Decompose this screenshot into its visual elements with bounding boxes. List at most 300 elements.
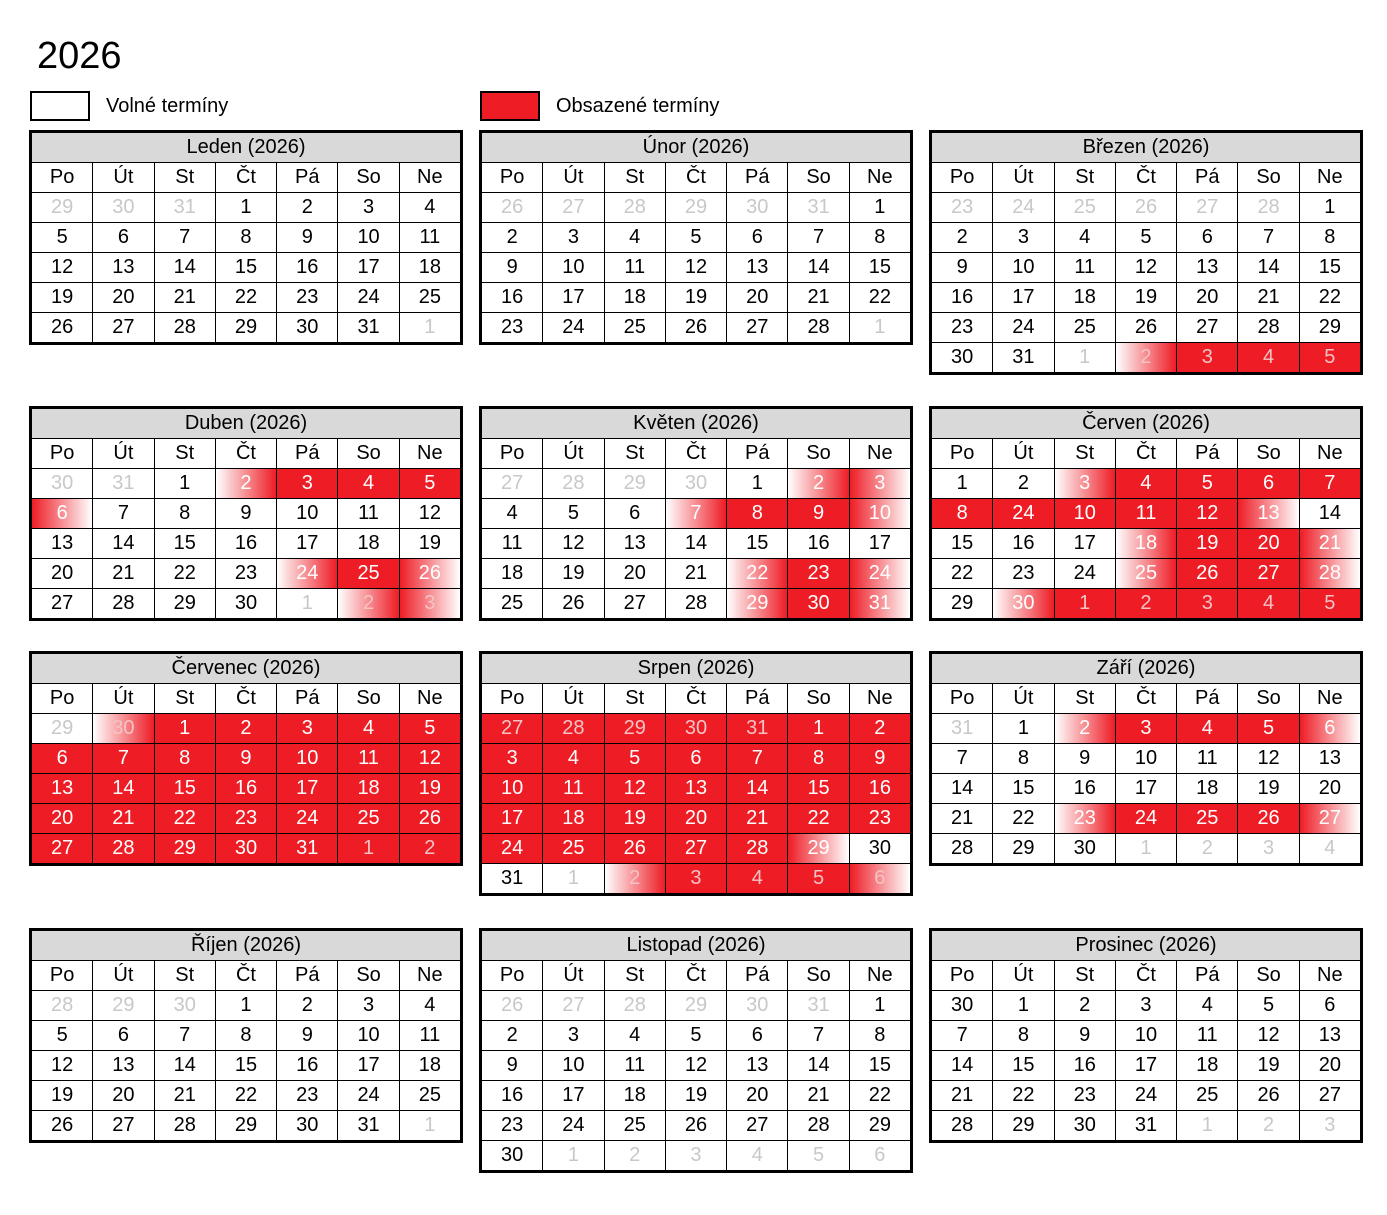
month-calendar [929, 928, 1363, 1143]
weekday-header: Út [993, 961, 1053, 990]
weekday-header: Po [482, 439, 542, 468]
day-cell: 26 [482, 991, 542, 1020]
day-cell: 28 [788, 313, 848, 342]
day-cell: 13 [1238, 499, 1298, 528]
day-cell: 24 [277, 804, 337, 833]
day-cell: 28 [32, 991, 92, 1020]
day-cell: 17 [338, 253, 398, 282]
day-cell: 21 [727, 804, 787, 833]
day-cell: 19 [1238, 1051, 1298, 1080]
day-cell: 23 [216, 559, 276, 588]
day-cell: 16 [277, 253, 337, 282]
day-cell: 15 [1300, 253, 1360, 282]
day-cell: 23 [216, 804, 276, 833]
day-cell: 28 [605, 193, 665, 222]
day-cell: 23 [788, 559, 848, 588]
day-cell: 15 [216, 1051, 276, 1080]
day-cell: 1 [850, 991, 910, 1020]
day-cell: 22 [155, 559, 215, 588]
month-title: Říjen (2026) [32, 931, 460, 960]
day-cell: 4 [482, 499, 542, 528]
day-cell: 17 [1116, 1051, 1176, 1080]
weekday-header: Po [932, 439, 992, 468]
month-calendar [479, 651, 913, 896]
weekday-header: Pá [1177, 439, 1237, 468]
day-cell: 28 [1238, 313, 1298, 342]
day-cell: 25 [605, 1111, 665, 1140]
day-cell: 5 [1177, 469, 1237, 498]
weekday-header: Pá [1177, 684, 1237, 713]
day-cell: 16 [482, 283, 542, 312]
day-cell: 11 [1177, 1021, 1237, 1050]
month-calendar [479, 130, 913, 345]
month-grid [32, 931, 460, 1140]
day-cell: 24 [482, 834, 542, 863]
weekday-header: Pá [277, 684, 337, 713]
day-cell: 24 [543, 1111, 603, 1140]
day-cell: 29 [605, 714, 665, 743]
day-cell: 22 [850, 283, 910, 312]
day-cell: 27 [1300, 1081, 1360, 1110]
day-cell: 23 [277, 1081, 337, 1110]
day-cell: 12 [32, 253, 92, 282]
day-cell: 10 [277, 744, 337, 773]
day-cell: 15 [993, 1051, 1053, 1080]
weekday-header: So [338, 684, 398, 713]
day-cell: 3 [338, 193, 398, 222]
weekday-header: Čt [1116, 684, 1176, 713]
weekday-header: Čt [216, 684, 276, 713]
day-cell: 12 [666, 1051, 726, 1080]
day-cell: 14 [666, 529, 726, 558]
day-cell: 9 [216, 499, 276, 528]
day-cell: 22 [932, 559, 992, 588]
weekday-header: Pá [277, 163, 337, 192]
day-cell: 7 [932, 1021, 992, 1050]
weekday-header: Čt [216, 163, 276, 192]
day-cell: 21 [932, 804, 992, 833]
day-cell: 30 [932, 343, 992, 372]
day-cell: 27 [32, 834, 92, 863]
day-cell: 8 [932, 499, 992, 528]
legend-free-swatch [30, 91, 90, 121]
day-cell: 16 [850, 774, 910, 803]
weekday-header: So [338, 163, 398, 192]
day-cell: 7 [155, 1021, 215, 1050]
day-cell: 28 [543, 469, 603, 498]
day-cell: 6 [727, 1021, 787, 1050]
day-cell: 6 [93, 1021, 153, 1050]
day-cell: 27 [32, 589, 92, 618]
day-cell: 13 [727, 1051, 787, 1080]
day-cell: 27 [727, 1111, 787, 1140]
day-cell: 26 [32, 313, 92, 342]
day-cell: 2 [482, 1021, 542, 1050]
day-cell: 29 [666, 193, 726, 222]
day-cell: 24 [1116, 804, 1176, 833]
weekday-header: St [1055, 439, 1115, 468]
weekday-header: Čt [666, 163, 726, 192]
day-cell: 2 [216, 469, 276, 498]
day-cell: 20 [1300, 774, 1360, 803]
day-cell: 14 [93, 529, 153, 558]
day-cell: 31 [788, 193, 848, 222]
day-cell: 15 [850, 1051, 910, 1080]
day-cell: 29 [605, 469, 665, 498]
day-cell: 3 [1055, 469, 1115, 498]
day-cell: 25 [482, 589, 542, 618]
weekday-header: So [788, 163, 848, 192]
day-cell: 19 [543, 559, 603, 588]
day-cell: 29 [666, 991, 726, 1020]
day-cell: 27 [1300, 804, 1360, 833]
month-grid [932, 654, 1360, 863]
day-cell: 28 [1300, 559, 1360, 588]
day-cell: 30 [155, 991, 215, 1020]
day-cell: 1 [543, 864, 603, 893]
day-cell: 25 [1116, 559, 1176, 588]
day-cell: 30 [277, 1111, 337, 1140]
day-cell: 2 [1055, 991, 1115, 1020]
day-cell: 16 [277, 1051, 337, 1080]
day-cell: 31 [850, 589, 910, 618]
day-cell: 26 [666, 1111, 726, 1140]
day-cell: 1 [338, 834, 398, 863]
day-cell: 4 [605, 223, 665, 252]
day-cell: 9 [1055, 744, 1115, 773]
day-cell: 31 [788, 991, 848, 1020]
day-cell: 10 [993, 253, 1053, 282]
month-title: Duben (2026) [32, 409, 460, 438]
day-cell: 20 [32, 559, 92, 588]
day-cell: 3 [1300, 1111, 1360, 1140]
day-cell: 6 [1300, 991, 1360, 1020]
day-cell: 8 [216, 223, 276, 252]
day-cell: 18 [1116, 529, 1176, 558]
weekday-header: St [1055, 684, 1115, 713]
weekday-header: Čt [216, 439, 276, 468]
day-cell: 28 [93, 589, 153, 618]
day-cell: 12 [666, 253, 726, 282]
day-cell: 25 [605, 313, 665, 342]
day-cell: 30 [277, 313, 337, 342]
day-cell: 2 [1238, 1111, 1298, 1140]
day-cell: 19 [32, 1081, 92, 1110]
weekday-header: Út [543, 961, 603, 990]
day-cell: 30 [666, 714, 726, 743]
month-calendar [29, 651, 463, 866]
day-cell: 4 [543, 744, 603, 773]
day-cell: 25 [400, 1081, 460, 1110]
day-cell: 17 [338, 1051, 398, 1080]
day-cell: 31 [155, 193, 215, 222]
day-cell: 20 [93, 1081, 153, 1110]
day-cell: 12 [1238, 744, 1298, 773]
day-cell: 14 [93, 774, 153, 803]
day-cell: 27 [1177, 313, 1237, 342]
day-cell: 13 [32, 529, 92, 558]
day-cell: 2 [338, 589, 398, 618]
day-cell: 1 [993, 991, 1053, 1020]
month-title: Únor (2026) [482, 133, 910, 162]
day-cell: 23 [482, 1111, 542, 1140]
day-cell: 15 [788, 774, 848, 803]
month-grid [32, 133, 460, 342]
month-calendar [29, 130, 463, 345]
day-cell: 31 [338, 1111, 398, 1140]
weekday-header: Ne [850, 439, 910, 468]
weekday-header: Pá [727, 961, 787, 990]
day-cell: 15 [932, 529, 992, 558]
day-cell: 18 [1177, 774, 1237, 803]
day-cell: 22 [216, 283, 276, 312]
day-cell: 31 [993, 343, 1053, 372]
day-cell: 25 [338, 804, 398, 833]
day-cell: 30 [216, 834, 276, 863]
weekday-header: So [1238, 163, 1298, 192]
day-cell: 1 [993, 714, 1053, 743]
day-cell: 3 [543, 1021, 603, 1050]
day-cell: 7 [932, 744, 992, 773]
month-calendar [929, 130, 1363, 375]
day-cell: 14 [932, 1051, 992, 1080]
day-cell: 15 [850, 253, 910, 282]
day-cell: 23 [850, 804, 910, 833]
weekday-header: Pá [727, 163, 787, 192]
day-cell: 4 [1177, 714, 1237, 743]
weekday-header: Ne [1300, 961, 1360, 990]
day-cell: 1 [1055, 589, 1115, 618]
weekday-header: Po [932, 961, 992, 990]
day-cell: 27 [543, 991, 603, 1020]
day-cell: 22 [1300, 283, 1360, 312]
day-cell: 5 [605, 744, 665, 773]
day-cell: 4 [1055, 223, 1115, 252]
day-cell: 20 [1300, 1051, 1360, 1080]
day-cell: 29 [32, 193, 92, 222]
day-cell: 28 [543, 714, 603, 743]
day-cell: 29 [216, 313, 276, 342]
day-cell: 14 [788, 253, 848, 282]
weekday-header: Po [932, 163, 992, 192]
weekday-header: Út [543, 684, 603, 713]
day-cell: 21 [788, 283, 848, 312]
day-cell: 1 [155, 469, 215, 498]
day-cell: 9 [277, 223, 337, 252]
day-cell: 13 [32, 774, 92, 803]
month-title: Srpen (2026) [482, 654, 910, 683]
weekday-header: St [605, 163, 665, 192]
day-cell: 21 [155, 1081, 215, 1110]
day-cell: 3 [1116, 714, 1176, 743]
day-cell: 1 [1116, 834, 1176, 863]
day-cell: 7 [1238, 223, 1298, 252]
day-cell: 18 [605, 283, 665, 312]
month-title: Květen (2026) [482, 409, 910, 438]
day-cell: 29 [727, 589, 787, 618]
day-cell: 14 [1300, 499, 1360, 528]
day-cell: 15 [993, 774, 1053, 803]
day-cell: 24 [993, 499, 1053, 528]
day-cell: 2 [400, 834, 460, 863]
weekday-header: Ne [850, 961, 910, 990]
weekday-header: So [1238, 684, 1298, 713]
day-cell: 15 [155, 529, 215, 558]
day-cell: 11 [1055, 253, 1115, 282]
day-cell: 23 [993, 559, 1053, 588]
weekday-header: Ne [400, 961, 460, 990]
month-calendar [29, 928, 463, 1143]
year-title: 2026 [37, 35, 122, 77]
legend-busy-swatch [480, 91, 540, 121]
day-cell: 7 [93, 744, 153, 773]
day-cell: 26 [1238, 804, 1298, 833]
day-cell: 9 [216, 744, 276, 773]
weekday-header: St [1055, 163, 1115, 192]
day-cell: 30 [788, 589, 848, 618]
day-cell: 16 [1055, 1051, 1115, 1080]
weekday-header: Čt [1116, 163, 1176, 192]
weekday-header: Ne [400, 684, 460, 713]
day-cell: 18 [338, 774, 398, 803]
day-cell: 1 [727, 469, 787, 498]
day-cell: 5 [400, 469, 460, 498]
weekday-header: St [605, 439, 665, 468]
day-cell: 10 [1116, 744, 1176, 773]
day-cell: 3 [277, 714, 337, 743]
day-cell: 12 [1238, 1021, 1298, 1050]
day-cell: 24 [338, 283, 398, 312]
weekday-header: Út [993, 163, 1053, 192]
day-cell: 27 [482, 714, 542, 743]
day-cell: 3 [400, 589, 460, 618]
day-cell: 8 [850, 1021, 910, 1050]
month-title: Leden (2026) [32, 133, 460, 162]
weekday-header: Ne [850, 684, 910, 713]
weekday-header: St [155, 439, 215, 468]
day-cell: 2 [482, 223, 542, 252]
day-cell: 11 [1177, 744, 1237, 773]
day-cell: 4 [727, 1141, 787, 1170]
day-cell: 30 [1055, 834, 1115, 863]
day-cell: 23 [932, 193, 992, 222]
day-cell: 16 [216, 774, 276, 803]
weekday-header: So [788, 439, 848, 468]
day-cell: 18 [1177, 1051, 1237, 1080]
day-cell: 29 [850, 1111, 910, 1140]
day-cell: 4 [1238, 343, 1298, 372]
day-cell: 5 [32, 223, 92, 252]
day-cell: 8 [993, 744, 1053, 773]
day-cell: 14 [932, 774, 992, 803]
day-cell: 14 [1238, 253, 1298, 282]
day-cell: 5 [1300, 343, 1360, 372]
weekday-header: Út [993, 439, 1053, 468]
day-cell: 3 [1177, 343, 1237, 372]
weekday-header: So [788, 684, 848, 713]
day-cell: 2 [216, 714, 276, 743]
day-cell: 25 [338, 559, 398, 588]
day-cell: 1 [216, 991, 276, 1020]
weekday-header: Út [993, 684, 1053, 713]
day-cell: 1 [400, 313, 460, 342]
day-cell: 20 [1238, 529, 1298, 558]
day-cell: 10 [1116, 1021, 1176, 1050]
day-cell: 13 [605, 529, 665, 558]
day-cell: 29 [1300, 313, 1360, 342]
day-cell: 21 [155, 283, 215, 312]
day-cell: 29 [993, 1111, 1053, 1140]
day-cell: 3 [338, 991, 398, 1020]
weekday-header: Po [482, 684, 542, 713]
day-cell: 11 [338, 744, 398, 773]
weekday-header: Ne [400, 439, 460, 468]
day-cell: 30 [727, 991, 787, 1020]
day-cell: 14 [155, 253, 215, 282]
day-cell: 2 [605, 1141, 665, 1170]
weekday-header: Čt [666, 684, 726, 713]
weekday-header: So [1238, 961, 1298, 990]
month-title: Červenec (2026) [32, 654, 460, 683]
day-cell: 14 [727, 774, 787, 803]
day-cell: 11 [400, 223, 460, 252]
day-cell: 25 [1055, 193, 1115, 222]
day-cell: 24 [338, 1081, 398, 1110]
day-cell: 3 [850, 469, 910, 498]
day-cell: 26 [400, 804, 460, 833]
day-cell: 11 [482, 529, 542, 558]
day-cell: 4 [1238, 589, 1298, 618]
day-cell: 24 [993, 193, 1053, 222]
day-cell: 24 [277, 559, 337, 588]
weekday-header: Ne [1300, 163, 1360, 192]
day-cell: 2 [1055, 714, 1115, 743]
weekday-header: St [155, 163, 215, 192]
day-cell: 27 [482, 469, 542, 498]
day-cell: 9 [277, 1021, 337, 1050]
day-cell: 21 [93, 559, 153, 588]
day-cell: 4 [400, 193, 460, 222]
day-cell: 27 [93, 313, 153, 342]
month-calendar [929, 651, 1363, 866]
day-cell: 20 [32, 804, 92, 833]
day-cell: 22 [727, 559, 787, 588]
day-cell: 16 [1055, 774, 1115, 803]
day-cell: 10 [1055, 499, 1115, 528]
day-cell: 29 [32, 714, 92, 743]
day-cell: 11 [605, 253, 665, 282]
day-cell: 31 [93, 469, 153, 498]
day-cell: 13 [93, 253, 153, 282]
month-calendar [29, 406, 463, 621]
day-cell: 10 [543, 1051, 603, 1080]
day-cell: 22 [993, 1081, 1053, 1110]
day-cell: 12 [543, 529, 603, 558]
day-cell: 31 [338, 313, 398, 342]
weekday-header: Út [543, 163, 603, 192]
day-cell: 1 [850, 193, 910, 222]
month-grid [932, 931, 1360, 1140]
day-cell: 22 [155, 804, 215, 833]
day-cell: 7 [727, 744, 787, 773]
month-title: Březen (2026) [932, 133, 1360, 162]
day-cell: 18 [338, 529, 398, 558]
day-cell: 17 [993, 283, 1053, 312]
day-cell: 28 [666, 589, 726, 618]
weekday-header: Po [32, 684, 92, 713]
day-cell: 19 [666, 283, 726, 312]
day-cell: 28 [727, 834, 787, 863]
